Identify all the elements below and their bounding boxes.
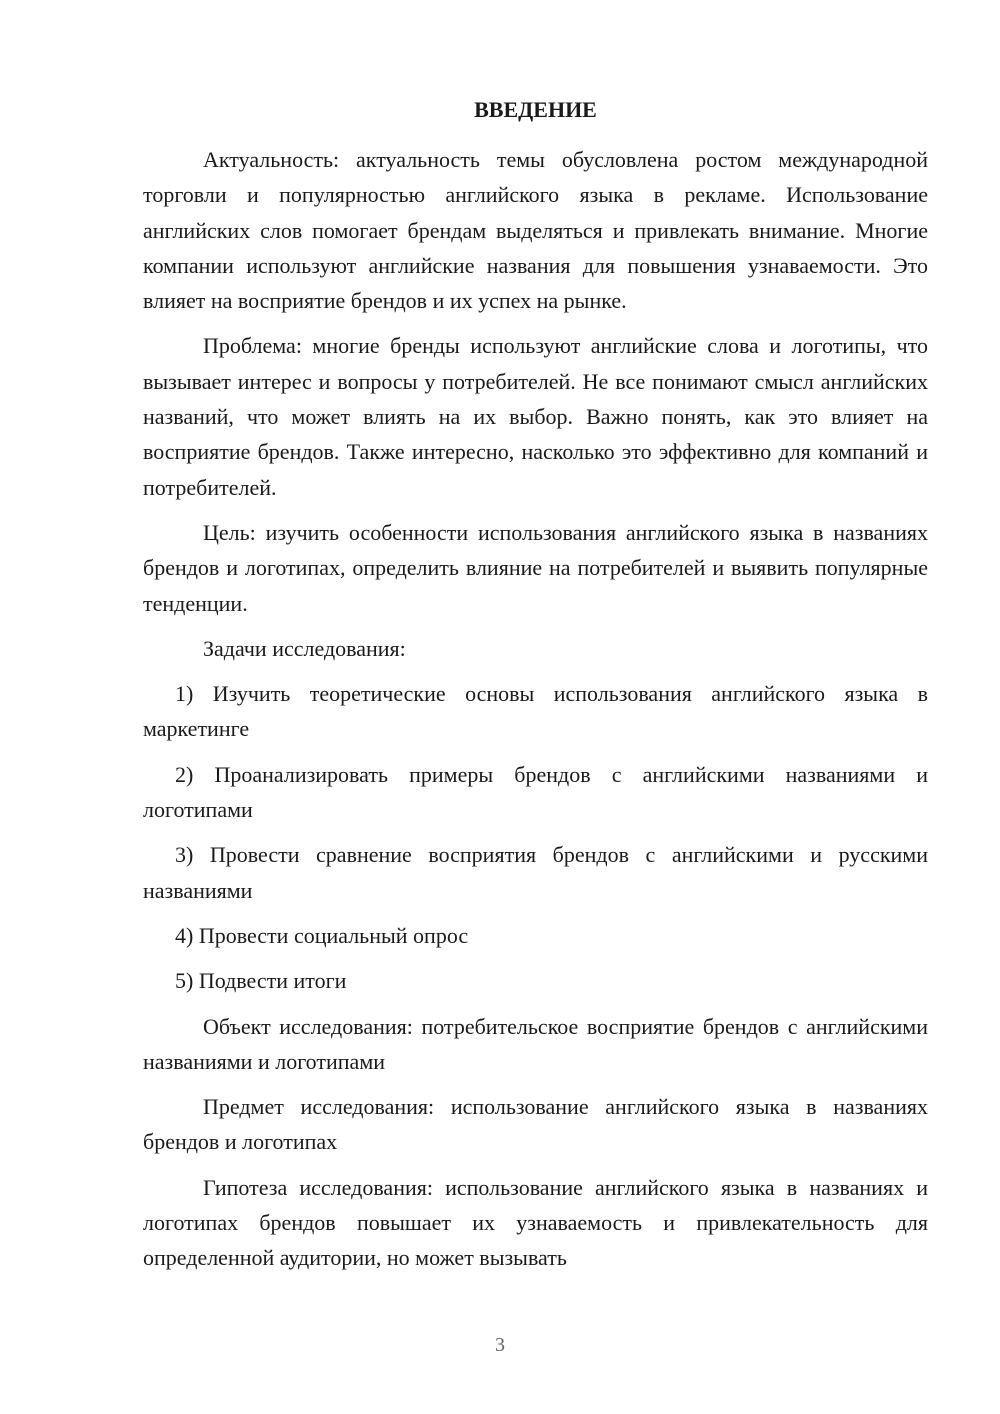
task-item-1: 1) Изучить теоретические основы использования английского языка в маркетинге: [143, 681, 928, 742]
paragraph-goal: Цель: изучить особенности использования английского языка в названиях брендов и логотипах, определить влияние на потребителей и выявить популярные тенденции.: [143, 519, 928, 616]
task-item-5: 5) Подвести итоги: [175, 968, 347, 994]
task-item-4: 4) Провести социальный опрос: [175, 922, 469, 948]
tasks-heading: Задачи исследования:: [203, 635, 406, 661]
paragraph-object: Объект исследования: потребительское восприятие брендов с английскими названиями и логотипами: [143, 1013, 928, 1074]
page-content: [143, 96, 928, 1276]
paragraph-problem: Проблема: многие бренды используют английские слова и логотипы, что вызывает интерес и вопросы у потребителей. Не все понимают смысл английских названий, что может влиять на их выбор. Важно понять, как это влияет на восприятие брендов. Также интересно, насколько это эффективно для компаний и потребителей.: [143, 333, 928, 500]
page-title: ВВЕДЕНИЕ: [474, 97, 597, 122]
page-number: 3: [495, 1334, 505, 1356]
paragraph-hypothesis: Гипотеза исследования: использование английского языка в названиях и логотипах брендов повышает их узнаваемость и привлекательность для определенной аудитории, но может вызывать: [143, 1174, 928, 1271]
paragraph-relevance: Актуальность: актуальность темы обусловлена ростом международной торговли и популярностью английского языка в рекламе. Использование английских слов помогает брендам выделяться и привлекать внимание. Многие компании используют английские названия для повышения узнаваемости. Это влияет на восприятие брендов и их успех на рынке.: [143, 147, 928, 314]
task-item-3: 3) Провести сравнение восприятия брендов с английскими и русскими названиями: [143, 842, 928, 903]
paragraph-subject: Предмет исследования: использование английского языка в названиях брендов и логотипах: [143, 1094, 928, 1155]
task-item-2: 2) Проанализировать примеры брендов с английскими названиями и логотипами: [143, 761, 928, 823]
